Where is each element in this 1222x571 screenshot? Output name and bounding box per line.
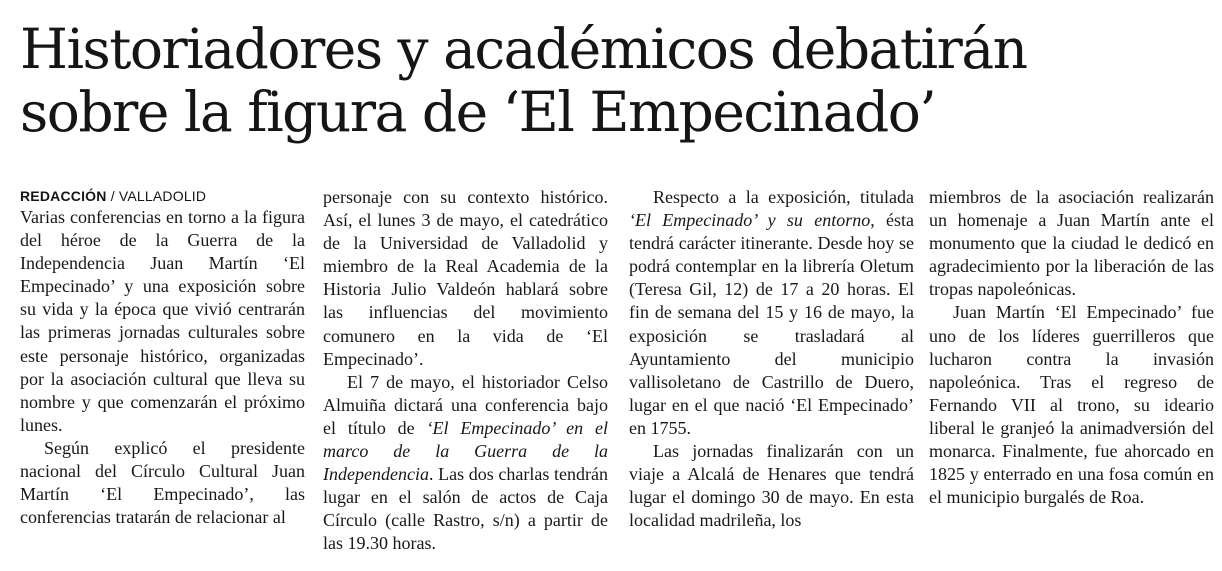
paragraph-3-text-a: El 7 de mayo, el historiador Celso Almuiña dictará una conferencia bajo el título de xyxy=(323,371,608,438)
byline xyxy=(20,186,305,206)
paragraph-3 xyxy=(323,371,608,556)
paragraph-2-start: Según explicó el presidente nacional del Círculo Cultural Juan Martín ‘El Empecinado’, las conferencias tratarán de relacionar al xyxy=(20,437,305,528)
headline-line-2: sobre la figura de ‘El Empecinado’ xyxy=(20,80,936,144)
article-column-3 xyxy=(629,186,914,532)
headline xyxy=(20,18,1027,144)
article-column-2 xyxy=(323,186,608,556)
paragraph-4 xyxy=(629,186,914,440)
paragraph-3-conference-title: ‘El Empecinado’ en el marco de la Guerra de la Independencia xyxy=(323,417,608,485)
article-column-1 xyxy=(20,186,305,529)
paragraph-1: Varias conferencias en torno a la figura del héroe de la Guerra de la Independencia Juan Martín ‘El Empecinado’ y una exposición sobre su vida y la época que vivió centrarán las primeras jornadas culturales sobre este personaje histórico, organizadas por la asociación cultural que lleva su nombre y que comenzarán el próximo lunes. xyxy=(20,207,305,435)
byline-location: VALLADOLID xyxy=(118,188,207,204)
byline-author: REDACCIÓN xyxy=(20,188,107,204)
paragraph-5-continued: miembros de la asociación realizarán un homenaje a Juan Martín ante el monumento que la ciudad le dedicó en agradecimiento por la liberación de las tropas napoleónicas. xyxy=(929,187,1214,300)
headline-line-1: Historiadores y académicos debatirán xyxy=(20,17,1027,81)
paragraph-5-start: Las jornadas finalizarán con un viaje a Alcalá de Henares que tendrá lugar el domingo 30 de mayo. En esta localidad madrileña, los xyxy=(629,441,914,531)
paragraph-4-text-b: , ésta tendrá carácter itinerante. Desde hoy se podrá contemplar en la librería Oletum (Teresa Gil, 12) de 17 a 20 horas. El fin de semana del 15 y 16 de mayo, la exposición se trasladará al Ayuntamiento del municipio vallisoletano de Castrillo de Duero, lugar en el que nació ‘El Empecinado’ en 1755. xyxy=(629,210,914,438)
paragraph-4-exhibition-title: ‘El Empecinado’ y su entorno xyxy=(629,210,871,231)
byline-separator: / xyxy=(110,188,115,204)
article-column-4 xyxy=(929,186,1214,509)
paragraph-6: Juan Martín ‘El Empecinado’ fue uno de los líderes guerrilleros que lucharon contra la invasión napoleónica. Tras el regreso de Fernando VII al trono, su ideario liberal le granjeó la animadversión del monarca. Finalmente, fue ahorcado en 1825 y enterrado en una fosa común en el municipio burgalés de Roa. xyxy=(929,302,1214,508)
paragraph-3-text-b: . Las dos charlas tendrán lugar en el salón de actos de Caja Círculo (calle Rastro, s/n) a partir de las 19.30 horas. xyxy=(323,464,608,554)
paragraph-2-continued: personaje con su contexto histórico. Así, el lunes 3 de mayo, el catedrático de la Universidad de Valladolid y miembro de la Real Academia de la Historia Julio Valdeón hablará sobre las influencias del movimiento comunero en la vida de ‘El Empecinado’. xyxy=(323,187,608,369)
paragraph-4-text-a: Respecto a la exposición, titulada xyxy=(653,187,914,207)
